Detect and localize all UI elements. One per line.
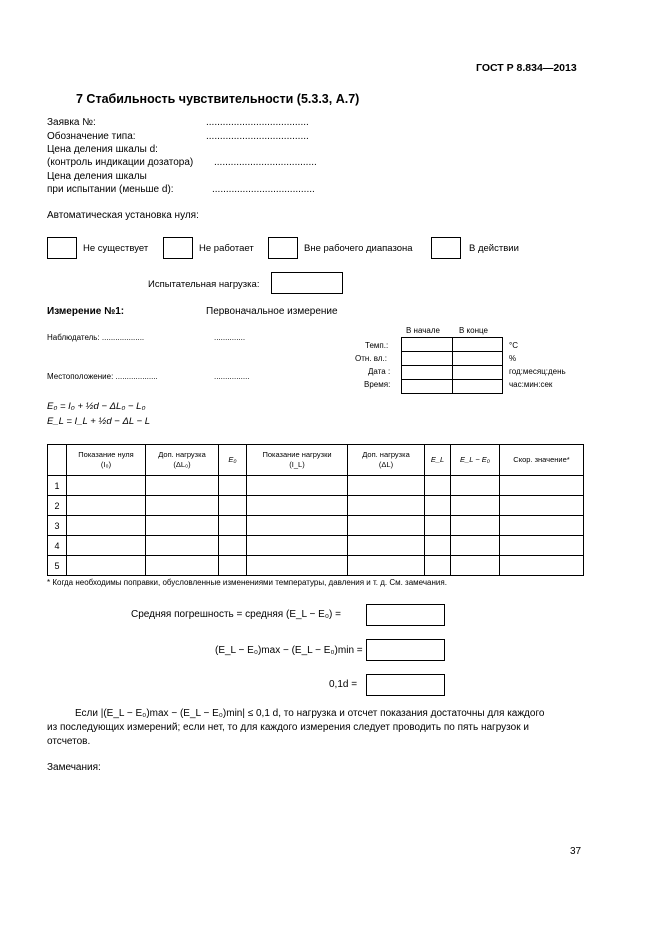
table-row [48,496,584,516]
measurement-subtitle: Первоначальное измерение [206,306,338,317]
remarks-label: Замечания: [47,762,101,773]
cond-cell[interactable] [402,352,453,366]
conditions-row [402,380,503,394]
table-row [48,476,584,496]
range-label: (E_L − E₀)max − (E_L − E₀)min = [215,645,363,656]
observer-label[interactable]: Наблюдатель: ................... [47,333,145,342]
conditions-row-label: Время: [364,380,391,389]
conditions-unit: °C [509,341,518,350]
conditions-unit: % [509,354,517,363]
condition-line3: отсчетов. [47,736,91,747]
measurement-table [47,444,584,576]
conditions-table [401,337,503,394]
header-corrected-value: Скор. значение* [500,445,584,476]
row-number: 5 [48,556,67,576]
tenth-d-input[interactable] [366,674,445,696]
cond-cell[interactable] [402,366,453,380]
scale1-dots[interactable]: ..................................... [214,157,317,168]
conditions-row [402,366,503,380]
table-footnote: * Когда необходимы поправки, обусловленные изменениями температуры, давления и т. д. См. замечания. [47,578,447,587]
range-input[interactable] [366,639,445,661]
observer-dots[interactable]: .............. [214,333,246,342]
application-label: Заявка №: [47,117,96,128]
zero-option-checkbox[interactable] [431,237,461,259]
condition-line1: Если |(E_L − E₀)max − (E_L − E₀)min| ≤ 0,1 d, то нагрузка и отсчет показания достаточны для каждого [75,708,545,719]
zero-option-label: В действии [469,243,519,254]
header-cell-num [48,445,67,476]
conditions-unit: год:месяц:день [509,367,566,376]
location-label[interactable]: Местоположение: ................... [47,372,158,381]
cond-cell[interactable] [453,352,503,366]
scale1-line1: Цена деления шкалы d: [47,144,158,155]
header-zero-reading: Показание нуля (I₀) [67,445,146,476]
cond-cell[interactable] [402,338,453,352]
test-load-label: Испытательная нагрузка: [148,279,260,290]
zero-option-checkbox[interactable] [47,237,77,259]
conditions-col-start: В начале [406,326,440,335]
measurement-title: Измерение №1: [47,306,125,317]
zero-option-label: Вне рабочего диапазона [304,243,413,254]
section-title: 7 Стабильность чувствительности (5.3.3, А.7) [76,92,360,106]
zero-option-label: Не работает [199,243,254,254]
conditions-row [402,338,503,352]
conditions-col-end: В конце [459,326,488,335]
table-row [48,536,584,556]
header-el: E_L [425,445,451,476]
zero-label: Автоматическая установка нуля: [47,210,199,221]
application-dots[interactable]: ..................................... [206,117,309,128]
tenth-d-label: 0,1d = [329,679,358,690]
row-number: 2 [48,496,67,516]
header-add-load: Доп. нагрузка (ΔL) [348,445,425,476]
location-dots[interactable]: ................ [214,372,250,381]
cond-cell[interactable] [453,380,503,394]
conditions-row [402,352,503,366]
zero-option-checkbox[interactable] [163,237,193,259]
row-number: 1 [48,476,67,496]
formula-el: E_L = I_L + ½d − ΔL − L [47,416,151,427]
avg-error-label: Средняя погрешность = средняя (E_L − E₀) = [131,609,341,620]
table-header-row [48,445,584,476]
header-add-load-0: Доп. нагрузка (ΔL₀) [146,445,219,476]
conditions-unit: час:мин:сек [509,380,553,389]
table-row [48,516,584,536]
doc-number: ГОСТ Р 8.834—2013 [476,62,577,74]
scale1-line2: (контроль индикации дозатора) [47,157,194,168]
designation-dots[interactable]: ..................................... [206,131,309,142]
conditions-row-label: Дата : [368,367,391,376]
header-load-reading: Показание нагрузки (I_L) [247,445,348,476]
formula-e0: E₀ = I₀ + ½d − ΔL₀ − L₀ [47,401,146,412]
header-el-minus-e0: E_L − E₀ [451,445,500,476]
cond-cell[interactable] [453,338,503,352]
designation-label: Обозначение типа: [47,131,136,142]
page-number: 37 [570,846,582,857]
zero-option-label: Не существует [83,243,149,254]
row-number: 3 [48,516,67,536]
avg-error-input[interactable] [366,604,445,626]
scale2-line1: Цена деления шкалы [47,171,147,182]
conditions-row-label: Отн. вл.: [355,354,387,363]
scale2-dots[interactable]: ..................................... [212,184,315,195]
cond-cell[interactable] [453,366,503,380]
test-load-input[interactable] [271,272,343,294]
conditions-row-label: Темп.: [365,341,389,350]
header-e0: E₀ [219,445,247,476]
scale2-line2: при испытании (меньше d): [47,184,174,195]
table-row [48,556,584,576]
row-number: 4 [48,536,67,556]
cond-cell[interactable] [402,380,453,394]
zero-option-checkbox[interactable] [268,237,298,259]
condition-line2: из последующих измерений; если нет, то для каждого измерения следует проводить по пять нагрузок и [47,722,529,733]
